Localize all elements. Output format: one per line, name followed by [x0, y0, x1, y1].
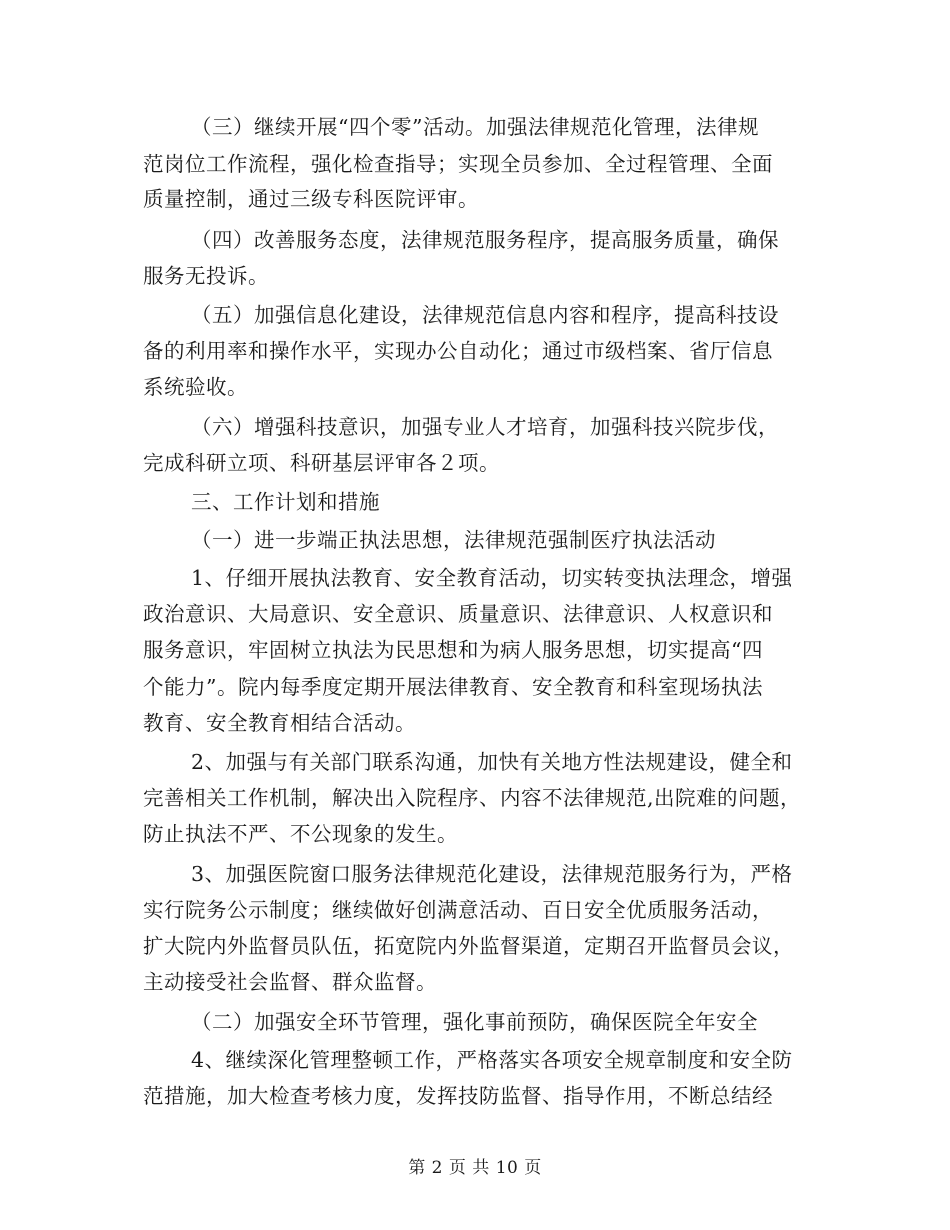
paragraph-line: 扩大院内外监督员队伍，拓宽院内外监督渠道，定期召开监督员会议， [143, 934, 794, 958]
paragraph-line: 服务无投诉。 [143, 264, 269, 288]
subsection-heading: （一）进一步端正执法思想，法律规范强制医疗执法活动 [191, 528, 716, 552]
paragraph-line: 质量控制，通过三级专科医院评审。 [143, 187, 479, 211]
paragraph-line: 教育、安全教育相结合活动。 [143, 711, 416, 735]
paragraph-line: 3、加强医院窗口服务法律规范化建设，法律规范服务行为，严格 [191, 862, 793, 886]
paragraph-line: （五）加强信息化建设，法律规范信息内容和程序，提高科技设 [191, 303, 779, 327]
subsection-heading: （二）加强安全环节管理，强化事前预防，确保医院全年安全 [191, 1010, 758, 1034]
paragraph-line: （四）改善服务态度，法律规范服务程序，提高服务质量，确保 [191, 228, 779, 252]
page-footer: 第 2 页 共 10 页 [408, 1158, 542, 1178]
paragraph-line: 完成科研立项、科研基层评审各２项。 [143, 451, 500, 475]
paragraph-line: 服务意识，牢固树立执法为民思想和为病人服务思想，切实提高“四 [143, 638, 763, 662]
paragraph-line: （三）继续开展“四个零”活动。加强法律规范化管理，法律规 [191, 115, 759, 139]
paragraph-line: 个能力”。院内每季度定期开展法律教育、安全教育和科室现场执法 [143, 675, 763, 699]
paragraph-line: 系统验收。 [143, 375, 248, 399]
paragraph-line: 防止执法不严、不公现象的发生。 [143, 822, 458, 846]
paragraph-line: 4、继续深化管理整顿工作，严格落实各项安全规章制度和安全防 [191, 1048, 793, 1072]
paragraph-line: 备的利用率和操作水平，实现办公自动化；通过市级档案、省厅信息 [143, 339, 773, 363]
section-heading: 三、工作计划和措施 [191, 490, 380, 514]
paragraph-line: 政治意识、大局意识、安全意识、质量意识、法律意识、人权意识和 [143, 602, 773, 626]
paragraph-line: 1、仔细开展执法教育、安全教育活动，切实转变执法理念，增强 [191, 566, 793, 590]
paragraph-line: 2、加强与有关部门联系沟通，加快有关地方性法规建设，健全和 [191, 750, 793, 774]
paragraph-line: （六）增强科技意识，加强专业人才培育，加强科技兴院步伐， [191, 415, 779, 439]
paragraph-line: 主动接受社会监督、群众监督。 [143, 970, 437, 994]
paragraph-line: 范岗位工作流程，强化检查指导；实现全员参加、全过程管理、全面 [143, 152, 773, 176]
paragraph-line: 实行院务公示制度；继续做好创满意活动、百日安全优质服务活动， [143, 898, 773, 922]
paragraph-line: 完善相关工作机制，解决出入院程序、内容不法律规范,出院难的问题， [143, 786, 802, 810]
paragraph-line: 范措施，加大检查考核力度，发挥技防监督、指导作用，不断总结经 [143, 1084, 773, 1108]
